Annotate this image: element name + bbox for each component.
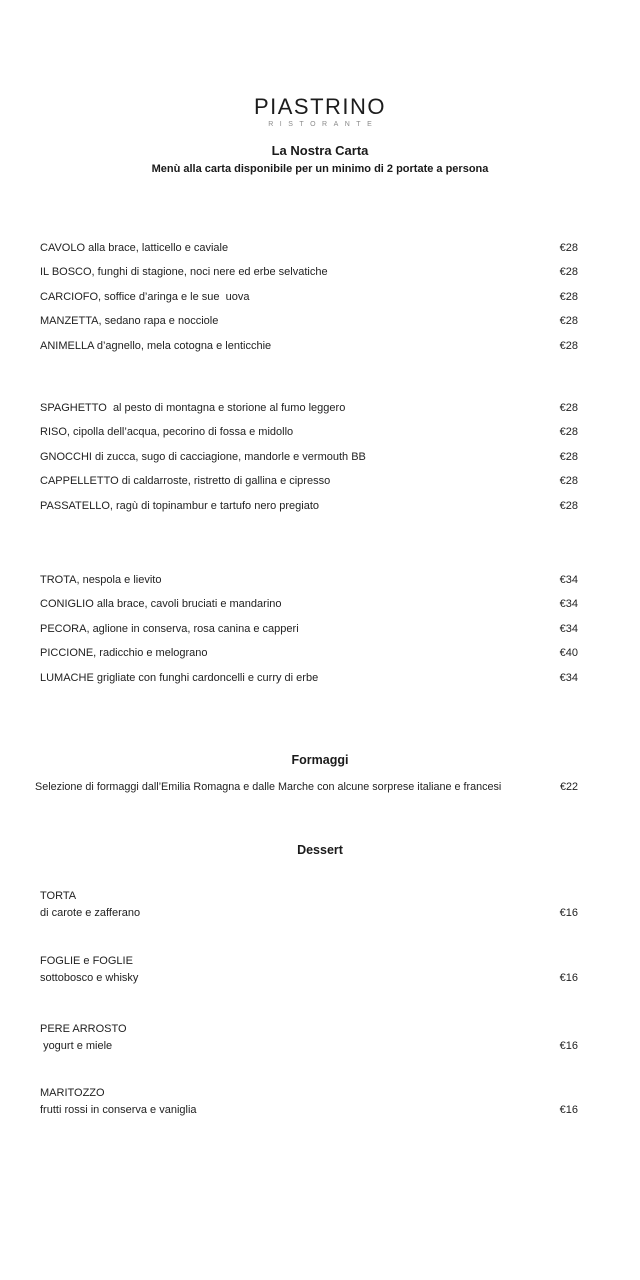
menu-item-row — [40, 260, 578, 284]
item-name: MANZETTA, sedano rapa e nocciole — [40, 315, 219, 328]
course-section-1 — [40, 236, 578, 358]
dessert-name-line1: PERE ARROSTO — [40, 1023, 127, 1035]
section-title-dessert: Dessert — [297, 843, 343, 857]
item-price: €28 — [559, 499, 578, 512]
item-price: €34 — [559, 622, 578, 635]
item-name: IL BOSCO, funghi di stagione, noci nere ed erbe selvatiche — [40, 266, 328, 279]
menu-item-row — [40, 469, 578, 493]
item-price: €22 — [559, 781, 578, 793]
item-name: TROTA, nespola e lievito — [40, 574, 162, 586]
item-price: €28 — [559, 266, 578, 279]
dessert-item-row — [40, 953, 578, 986]
logo-name: PIASTRINO — [253, 94, 387, 119]
dessert-name-line1: TORTA — [40, 890, 77, 902]
item-price: €16 — [559, 1103, 578, 1116]
logo-subtitle: RISTORANTE — [268, 121, 379, 128]
item-name: PASSATELLO, ragù di topinambur e tartufo nero pregiato — [40, 499, 320, 512]
menu-item-row — [40, 641, 578, 665]
item-price: €28 — [559, 339, 578, 352]
restaurant-logo — [0, 96, 640, 129]
cheese-item-row — [35, 780, 578, 795]
menu-title: La Nostra Carta — [271, 143, 369, 158]
dessert-name — [40, 1021, 127, 1054]
item-name: Selezione di formaggi dall’Emilia Romagna e dalle Marche con alcune sorprese italiane e francesi — [35, 781, 502, 793]
menu-item-row — [40, 617, 578, 641]
dessert-name-line2: di carote e zafferano — [40, 906, 141, 919]
dessert-item-row — [40, 1021, 578, 1054]
dessert-name-line2: frutti rossi in conserva e vaniglia — [40, 1103, 197, 1116]
dessert-name-line2: yogurt e miele — [40, 1039, 113, 1052]
menu-item-row — [40, 396, 578, 420]
dessert-name-line1: FOGLIE e FOGLIE — [40, 955, 133, 967]
dessert-name-line1: MARITOZZO — [40, 1087, 105, 1099]
item-price: €28 — [559, 242, 578, 254]
dessert-name-line2: sottobosco e whisky — [40, 971, 139, 984]
item-price: €16 — [559, 906, 578, 919]
menu-item-row — [40, 420, 578, 444]
dessert-item-row — [40, 1085, 578, 1118]
item-name: CAVOLO alla brace, latticello e caviale — [40, 242, 229, 254]
item-price: €34 — [559, 671, 578, 684]
dessert-name — [40, 953, 138, 986]
menu-item-row — [40, 236, 578, 260]
item-name: RISO, cipolla dell’acqua, pecorino di fossa e midollo — [40, 426, 294, 439]
menu-title-block — [0, 143, 640, 176]
item-price: €28 — [559, 402, 578, 414]
item-name: GNOCCHI di zucca, sugo di cacciagione, mandorle e vermouth BB — [40, 450, 366, 463]
menu-item-row — [40, 309, 578, 333]
item-price: €28 — [559, 426, 578, 439]
dessert-name — [40, 888, 140, 921]
item-name: CONIGLIO alla brace, cavoli bruciati e mandarino — [40, 598, 282, 611]
course-section-3 — [40, 568, 578, 690]
menu-item-row — [40, 285, 578, 309]
menu-item-row — [40, 494, 578, 518]
dessert-name — [40, 1085, 197, 1118]
item-name: PECORA, aglione in conserva, rosa canina e capperi — [40, 622, 299, 635]
item-name: CARCIOFO, soffice d’aringa e le sue uova — [40, 290, 250, 303]
menu-item-row — [40, 592, 578, 616]
item-price: €16 — [559, 971, 578, 984]
menu-item-row — [40, 666, 578, 690]
item-name: CAPPELLETTO di caldarroste, ristretto di gallina e cipresso — [40, 475, 331, 488]
item-name: ANIMELLA d’agnello, mela cotogna e lenticchie — [40, 339, 272, 352]
item-price: €16 — [559, 1039, 578, 1052]
item-price: €28 — [559, 290, 578, 303]
item-name: SPAGHETTO al pesto di montagna e storione al fumo leggero — [40, 402, 346, 414]
menu-item-row — [40, 568, 578, 592]
dessert-item-row — [40, 888, 578, 921]
item-price: €28 — [559, 315, 578, 328]
menu-subtitle: Menù alla carta disponibile per un minimo di 2 portate a persona — [151, 163, 489, 175]
course-section-2 — [40, 396, 578, 518]
menu-item-row — [40, 334, 578, 358]
menu-item-row — [40, 445, 578, 469]
item-price: €40 — [559, 647, 578, 660]
section-title-formaggi: Formaggi — [291, 753, 349, 767]
item-name: LUMACHE grigliate con funghi cardoncelli e curry di erbe — [40, 671, 319, 684]
item-price: €34 — [559, 574, 578, 586]
item-price: €34 — [559, 598, 578, 611]
item-name: PICCIONE, radicchio e melograno — [40, 647, 208, 660]
item-price: €28 — [559, 475, 578, 488]
item-price: €28 — [559, 450, 578, 463]
